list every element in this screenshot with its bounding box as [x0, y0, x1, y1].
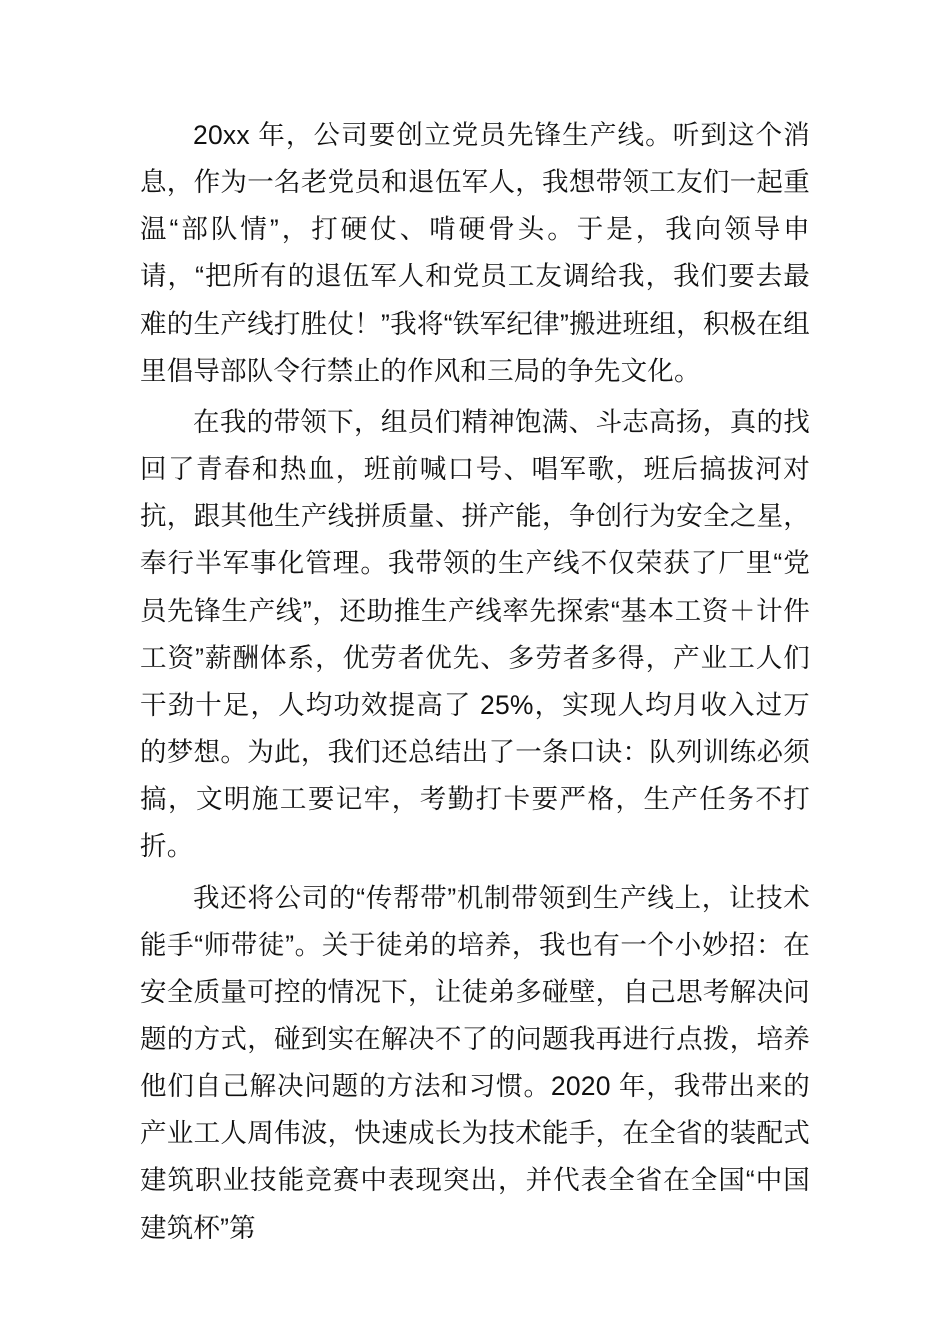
- document-body: [140, 112, 810, 1252]
- paragraph-2: 在我的带领下，组员们精神饱满、斗志高扬，真的找回了青春和热血，班前喊口号、唱军歌，班后搞拔河对抗，跟其他生产线拼质量、拼产能，争创行为安全之星，奉行半军事化管理。我带领的生产线不仅荣获了厂里“党员先锋生产线”，还助推生产线率先探索“基本工资＋计件工资”薪酬体系，优劳者优先、多劳者多得，产业工人们干劲十足，人均功效提高了 25%，实现人均月收入过万的梦想。为此，我们还总结出了一条口诀：队列训练必须搞，文明施工要记牢，考勤打卡要严格，生产任务不打折。: [140, 406, 810, 862]
- paragraph-1: 20xx 年，公司要创立党员先锋生产线。听到这个消息，作为一名老党员和退伍军人，我想带领工友们一起重温“部队情”，打硬仗、啃硬骨头。于是，我向领导申请，“把所有的退伍军人和党员工友调给我，我们要去最难的生产线打胜仗！”我将“铁军纪律”搬进班组，积极在组里倡导部队令行禁止的作风和三局的争先文化。: [140, 120, 810, 386]
- paragraph-3: 我还将公司的“传帮带”机制带领到生产线上，让技术能手“师带徒”。关于徒弟的培养，我也有一个小妙招：在安全质量可控的情况下，让徒弟多碰壁，自己思考解决问题的方式，碰到实在解决不了的问题我再进行点拨，培养他们自己解决问题的方法和习惯。2020 年，我带出来的产业工人周伟波，快速成长为技术能手，在全省的装配式建筑职业技能竞赛中表现突出，并代表全省在全国“中国建筑杯”第: [140, 882, 810, 1243]
